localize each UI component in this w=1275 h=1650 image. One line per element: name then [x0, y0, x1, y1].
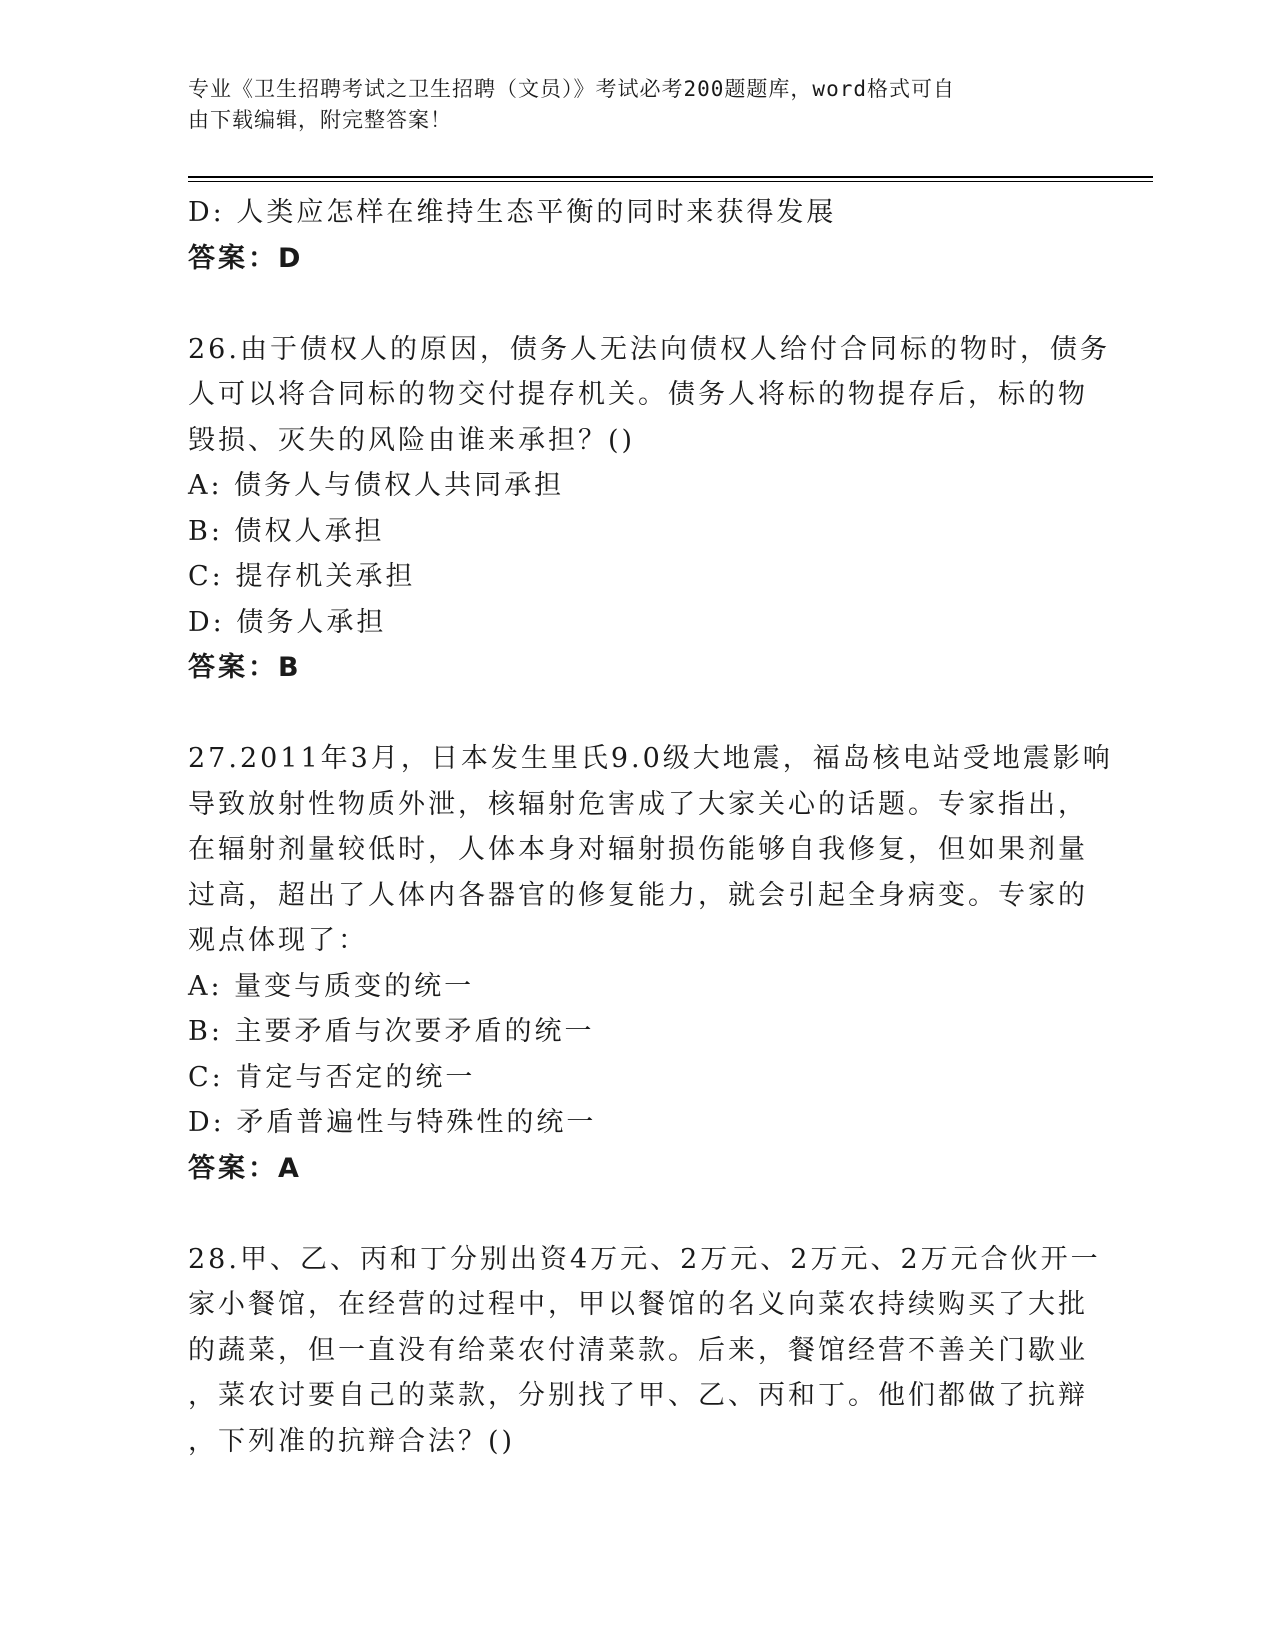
- q27-stem-line: 导致放射性物质外泄，核辐射危害成了大家关心的话题。专家指出，: [188, 788, 1088, 820]
- q25-option-d: D: 人类应怎样在维持生态平衡的同时来获得发展: [188, 197, 837, 228]
- q26-stem-line: 毁损、灭失的风险由谁来承担？(): [188, 424, 636, 456]
- header-divider-thick: [188, 176, 1153, 178]
- spacer: [188, 691, 1088, 737]
- header-line-2: 由下载编辑，附完整答案！: [188, 108, 452, 132]
- question-27: [188, 736, 1113, 1191]
- q27-stem-line: 在辐射剂量较低时，人体本身对辐射损伤能够自我修复，但如果剂量: [188, 834, 1088, 865]
- q27-option-c: C: 肯定与否定的统一: [188, 1061, 476, 1093]
- q26-option-d: D: 债务人承担: [188, 606, 387, 638]
- q28-stem-line: 家小餐馆，在经营的过程中，甲以餐馆的名义向菜农持续购买了大批: [188, 1289, 1088, 1320]
- question-28: [188, 1237, 1101, 1465]
- q27-stem-line: 过高，超出了人体内各器官的修复能力，就会引起全身病变。专家的: [188, 879, 1088, 911]
- header-divider-thin: [188, 181, 1153, 182]
- header-line-1: 专业《卫生招聘考试之卫生招聘（文员）》考试必考200题题库，word格式可自: [188, 77, 955, 101]
- q26-stem-line: 26.由于债权人的原因，债务人无法向债权人给付合同标的物时，债务: [188, 333, 1110, 365]
- q27-option-d: D: 矛盾普遍性与特殊性的统一: [188, 1107, 597, 1138]
- spacer: [188, 1191, 1088, 1237]
- q26-option-b: B: 债权人承担: [188, 515, 385, 547]
- q27-stem-line: 观点体现了：: [188, 925, 368, 956]
- document-header: [188, 74, 1068, 136]
- q28-stem-line: ，菜农讨要自己的菜款，分别找了甲、乙、丙和丁。他们都做了抗辩: [188, 1380, 1088, 1411]
- q27-option-b: B: 主要矛盾与次要矛盾的统一: [188, 1016, 595, 1047]
- q26-answer: 答案：B: [188, 652, 302, 683]
- document-body: [188, 190, 1113, 1464]
- q28-stem-line: 28.甲、乙、丙和丁分别出资4万元、2万元、2万元、2万元合伙开一: [188, 1243, 1101, 1275]
- q26-stem-line: 人可以将合同标的物交付提存机关。债务人将标的物提存后，标的物: [188, 379, 1088, 410]
- q25-answer: 答案：D: [188, 242, 304, 274]
- q28-stem-line: ，下列准的抗辩合法？(): [188, 1425, 516, 1457]
- q26-option-a: A: 债务人与债权人共同承担: [188, 470, 565, 501]
- q26-option-c: C: 提存机关承担: [188, 561, 416, 592]
- q27-answer: 答案：A: [188, 1152, 302, 1184]
- spacer: [188, 281, 1088, 327]
- q28-stem-line: 的蔬菜，但一直没有给菜农付清菜款。后来，餐馆经营不善关门歇业: [188, 1334, 1088, 1366]
- question-26: [188, 327, 1110, 691]
- q27-option-a: A: 量变与质变的统一: [188, 970, 475, 1002]
- q27-stem-line: 27.2011年3月，日本发生里氏9.0级大地震，福岛核电站受地震影响: [188, 743, 1113, 774]
